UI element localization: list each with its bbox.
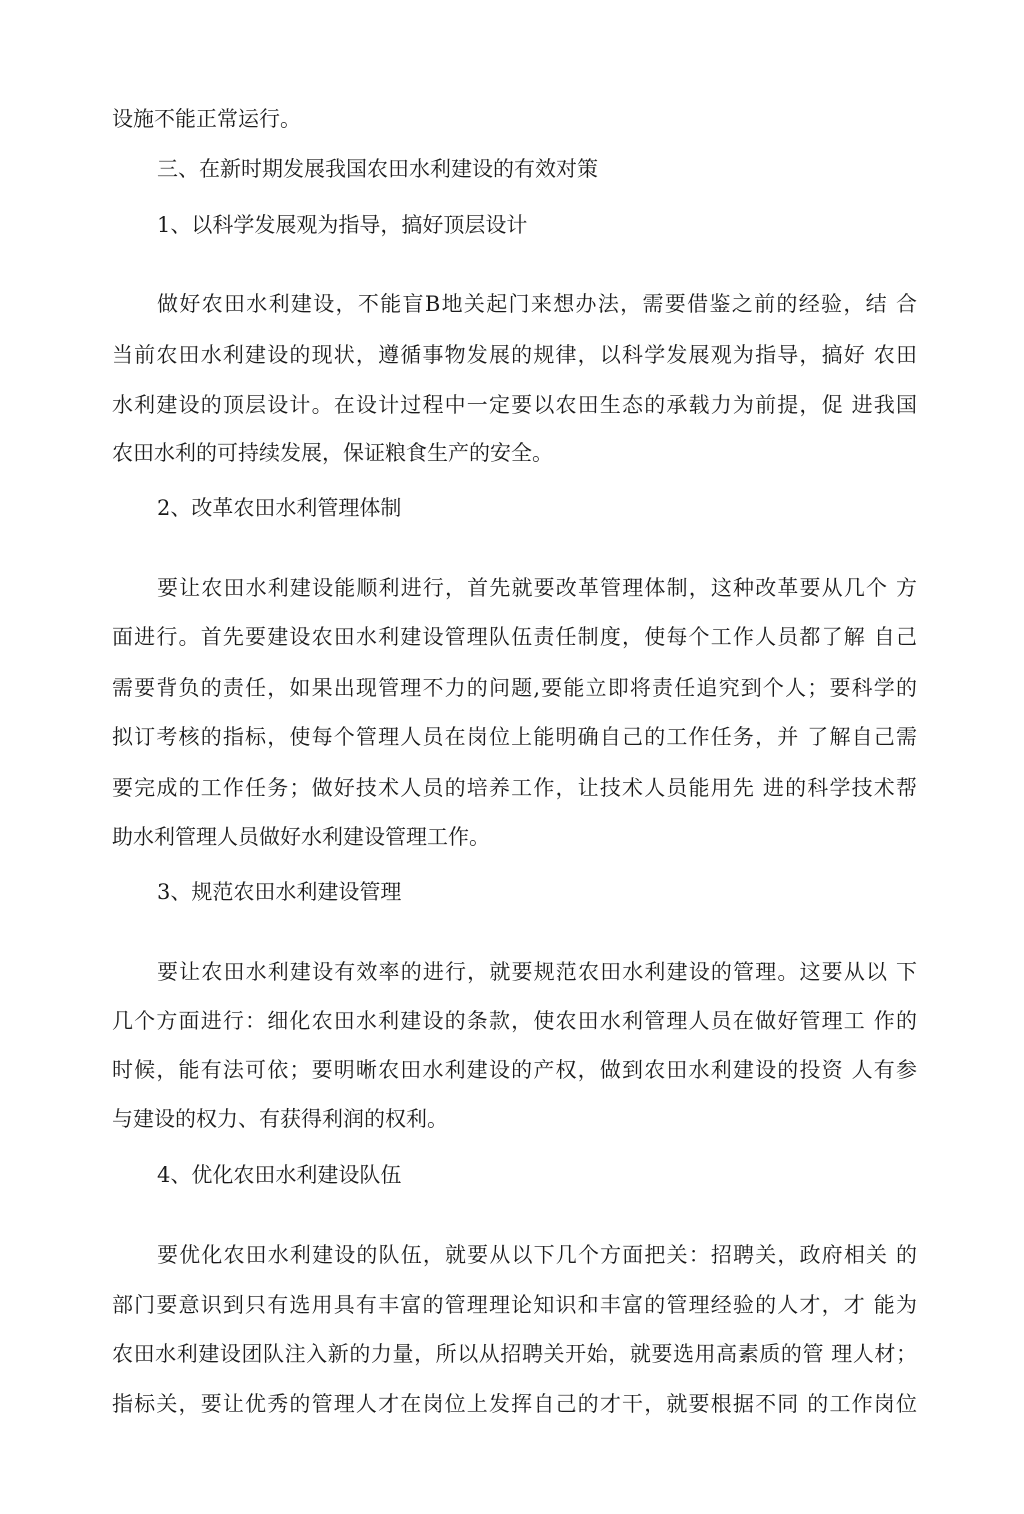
paragraph-line: 面进行。首先要建设农田水利建设管理队伍责任制度，使每个工作人员都了解 自己 [112, 625, 917, 649]
paragraph-line: 要优化农田水利建设的队伍，就要从以下几个方面把关：招聘关，政府相关 的 [157, 1243, 917, 1267]
paragraph-line: 要让农田水利建设有效率的进行，就要规范农田水利建设的管理。这要从以 下 [157, 960, 917, 984]
paragraph-line: 与建设的权力、有获得利润的权利。 [112, 1107, 448, 1131]
paragraph-line: 时候，能有法可依；要明晰农田水利建设的产权，做到农田水利建设的投资 人有参 [112, 1058, 917, 1082]
paragraph-line: 要让农田水利建设能顺利进行，首先就要改革管理体制，这种改革要从几个 方 [157, 576, 917, 600]
paragraph-line: 指标关，要让优秀的管理人才在岗位上发挥自己的才干，就要根据不同 的工作岗位 [112, 1392, 917, 1416]
paragraph-line: 拟订考核的指标，使每个管理人员在岗位上能明确自己的工作任务，并 了解自己需 [112, 725, 917, 749]
paragraph-line: 农田水利建设团队注入新的力量，所以从招聘关开始，就要选用高素质的管 理人材； [112, 1342, 917, 1366]
paragraph-line: 农田水利的可持续发展，保证粮食生产的安全。 [112, 441, 553, 465]
paragraph-line: 要完成的工作任务；做好技术人员的培养工作，让技术人员能用先 进的科学技术帮 [112, 776, 917, 800]
subsection-heading: 3、规范农田水利建设管理 [157, 880, 402, 904]
subsection-heading: 2、改革农田水利管理体制 [157, 496, 402, 520]
paragraph-line: 水利建设的顶层设计。在设计过程中一定要以农田生态的承载力为前提，促 进我国 [112, 393, 917, 417]
subsection-heading: 1、以科学发展观为指导，搞好顶层设计 [157, 213, 528, 237]
paragraph-line: 几个方面进行：细化农田水利建设的条款，使农田水利管理人员在做好管理工 作的 [112, 1009, 917, 1033]
paragraph-line: 设施不能正常运行。 [112, 107, 301, 131]
section-heading: 三、在新时期发展我国农田水利建设的有效对策 [157, 157, 598, 181]
paragraph-line: 需要背负的责任，如果出现管理不力的问题,要能立即将责任追究到个人；要科学的 [112, 676, 917, 700]
subsection-heading: 4、优化农田水利建设队伍 [157, 1163, 402, 1187]
paragraph-line: 部门要意识到只有选用具有丰富的管理理论知识和丰富的管理经验的人才，才 能为 [112, 1293, 917, 1317]
paragraph-line: 当前农田水利建设的现状，遵循事物发展的规律，以科学发展观为指导，搞好 农田 [112, 343, 917, 367]
paragraph-line: 助水利管理人员做好水利建设管理工作。 [112, 825, 490, 849]
paragraph-line: 做好农田水利建设，不能盲B地关起门来想办法，需要借鉴之前的经验，结 合 [157, 292, 917, 316]
